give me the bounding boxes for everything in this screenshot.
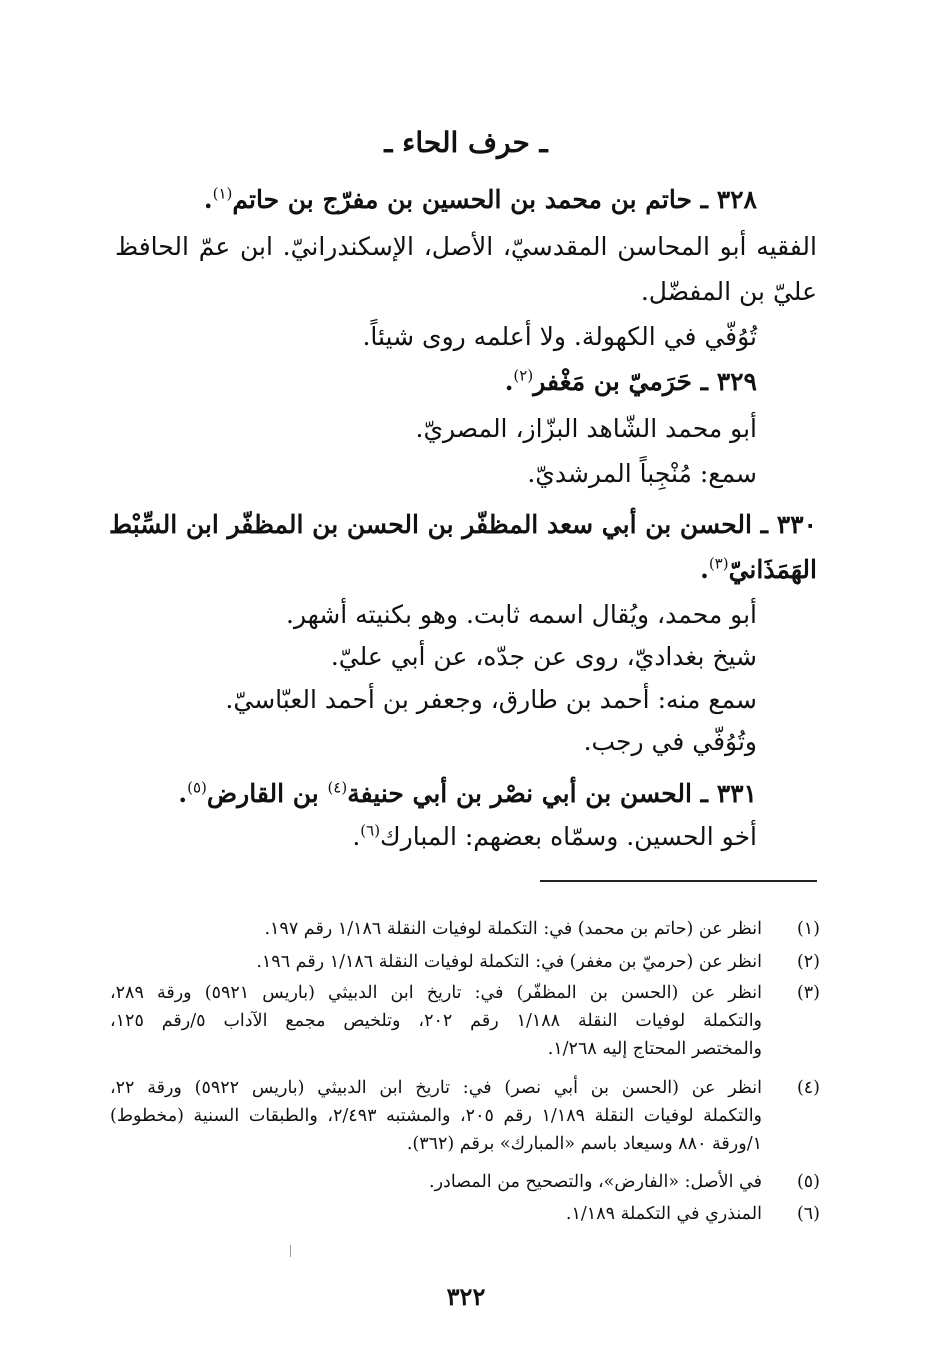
entry-328-line-2: عليّ بن المفضّل. [640,277,817,306]
footnote-ref: (٤) [327,778,348,797]
footnote-line: انظر عن (الحسن بن أبي نصر) في: تاريخ ابن الدبيثي (باريس ٥٩٢٢) ورقة ٢٢، [110,1078,762,1098]
footnote-ref: (١) [212,184,233,203]
footnote-number: (٥) [796,1172,820,1192]
entry-title-end: . [178,779,188,808]
footnote-line: ١/ورقة ٨٨٠ وسيعاد باسم «المبارك» برقم (٣٦٢). [406,1134,762,1154]
entry-330-title-line-2 [700,553,817,587]
entry-329-line-2: سمع: مُنْجِباً المرشديّ. [527,459,757,488]
footnote-number: (٢) [796,952,820,972]
entry-328-line-1: الفقيه أبو المحاسن المقدسيّ، الأصل، الإسكندرانيّ. ابن عمّ الحافظ [115,232,817,261]
entry-330-title: ٣٣٠ ـ الحسن بن أبي سعد المظفّر بن الحسن بن المظفّر ابن السِّبْط [109,510,817,539]
entry-330-line-3: سمع منه: أحمد بن طارق، وجعفر بن أحمد العبّاسيّ. [225,685,757,714]
footnote-line: المنذري في التكملة ١/١٨٩. [565,1204,762,1224]
footnote-number: (٦) [796,1204,820,1224]
entry-330-line-1: أبو محمد، ويُقال اسمه ثابت. وهو بكنيته أشهر. [286,600,757,629]
entry-329-line-1: أبو محمد الشّاهد البزّاز، المصريّ. [415,414,757,443]
entry-title-end: . [203,185,213,214]
footnote-line: انظر عن (حرميّ بن مغفر) في: التكملة لوفيات النقلة ١/١٨٦ رقم ١٩٦. [256,952,762,972]
page-number: ٣٢٢ [446,1282,486,1311]
footnote-ref: (٣) [708,554,729,573]
entry-body-text: أخو الحسين. وسمّاه بعضهم: المبارك [380,822,757,851]
entry-title-text: الهَمَذَانيّ [728,555,817,584]
footnote-ref: (٦) [360,821,381,840]
footnote-line: في الأصل: «الفارض»، والتصحيح من المصادر. [429,1172,762,1192]
entry-331-line-1 [352,820,757,854]
footnote-ref: (٥) [187,778,207,797]
entry-330-line-4: وتُوُفّي في رجب. [583,727,757,756]
entry-title-text-b: بن القارض [206,779,328,808]
entry-title-text: ٣٢٩ ـ حَرَميّ بن مَغْفر [533,367,757,396]
footnote-number: (٣) [796,983,820,1003]
footnote-line: انظر عن (حاتم بن محمد) في: التكملة لوفيات النقلة ١/١٨٦ رقم ١٩٧. [264,919,762,939]
footnote-line: والتكملة لوفيات النقلة ١/١٨٩ رقم ٢٠٥، والمشتبه ٢/٤٩٣، والطبقات السنية (مخطوط) [110,1106,763,1126]
footnote-ref: (٢) [513,366,534,385]
footnote-divider [540,880,817,882]
footnote-number: (٤) [796,1078,820,1098]
entry-title-end: . [700,555,709,584]
footnote-line: انظر عن (الحسن بن المظفّر) في: تاريخ ابن الدبيثي (باريس ٥٩٢١) ورقة ٢٨٩، [110,983,762,1003]
section-heading: ـ حرف الحاء ـ [384,126,548,159]
entry-title-text: ٣٢٨ ـ حاتم بن محمد بن الحسين بن مفرّج بن حاتم [232,185,757,214]
footnote-number: (١) [796,919,820,939]
footnote-line: والتكملة لوفيات النقلة ١/١٨٨ رقم ٢٠٢، وتلخيص مجمع الآداب ٥/رقم ١٢٥، [110,1011,763,1031]
entry-328-line-3: تُوُفّي في الكهولة. ولا أعلمه روى شيئاً. [362,322,757,351]
entry-328-title [204,183,757,217]
entry-title-end: . [504,367,514,396]
entry-329-title [505,365,757,399]
scan-mark [290,1245,291,1257]
entry-body-end: . [352,822,361,851]
footnote-line: والمختصر المحتاج إليه ١/٢٦٨. [547,1039,762,1059]
entry-331-title [178,777,757,811]
entry-title-text: ٣٣١ ـ الحسن بن أبي نصْر بن أبي حنيفة [347,779,757,808]
entry-330-line-2: شيخ بغداديّ، روى عن جدّه، عن أبي عليّ. [330,642,757,671]
